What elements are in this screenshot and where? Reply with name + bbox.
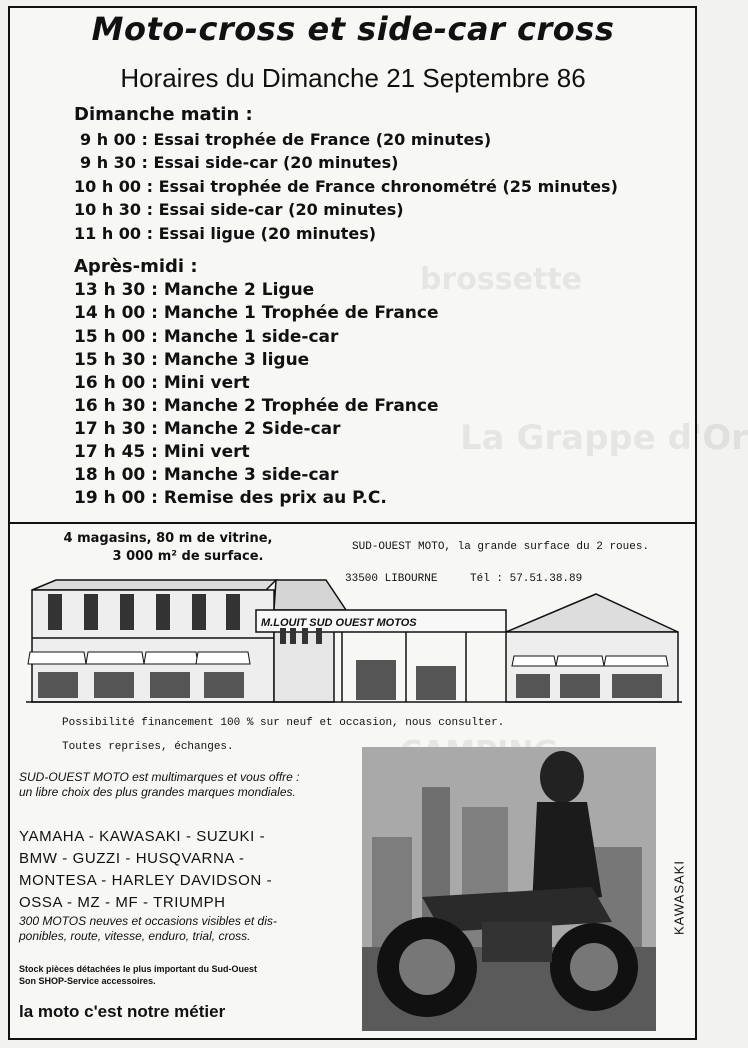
- brand-line: OSSA - MZ - MF - TRIUMPH: [19, 894, 226, 911]
- schedule-item: 10 h 30 : Essai side-car (20 minutes): [74, 200, 404, 219]
- photo-caption: [664, 850, 694, 950]
- store-sign-text: M.LOUIT SUD OUEST MOTOS: [261, 617, 417, 629]
- photo-caption-text: KAWASAKI: [671, 860, 687, 935]
- schedule-item: 15 h 30 : Manche 3 ligue: [74, 350, 310, 370]
- schedule-item: 14 h 00 : Manche 1 Trophée de France: [74, 303, 439, 323]
- multibrand-line: SUD-OUEST MOTO est multimarques et vous offre :: [19, 770, 300, 784]
- store-tagline: SUD-OUEST MOTO, la grande surface du 2 roues.: [352, 541, 650, 553]
- surface-line: 4 magasins, 80 m de vitrine,: [63, 531, 273, 546]
- motos-line: ponibles, route, vitesse, enduro, trial, cross.: [19, 929, 251, 943]
- schedule-item: 18 h 00 : Manche 3 side-car: [74, 465, 339, 485]
- store-illustration: [26, 570, 682, 710]
- schedule-item: 16 h 00 : Mini vert: [74, 373, 250, 393]
- schedule-item: 17 h 30 : Manche 2 Side-car: [74, 419, 341, 439]
- schedule-item: 13 h 30 : Manche 2 Ligue: [74, 280, 315, 300]
- store-phone: Tél : 57.51.38.89: [470, 573, 583, 585]
- store-city: 33500 LIBOURNE: [345, 573, 438, 585]
- schedule-item: 11 h 00 : Essai ligue (20 minutes): [74, 224, 377, 243]
- surface-text: [56, 530, 280, 566]
- brand-list: [19, 826, 272, 914]
- motorcycle-illustration: [362, 747, 656, 1031]
- motos-line: 300 MOTOS neuves et occasions visibles et dis-: [19, 914, 277, 928]
- schedule-item: 15 h 00 : Manche 1 side-car: [74, 327, 339, 347]
- footer-slogan: la moto c'est notre métier: [19, 1002, 226, 1021]
- motorcycle-photo: [362, 747, 656, 1031]
- schedule-item: 10 h 00 : Essai trophée de France chronométré (25 minutes): [74, 177, 618, 196]
- background-ghost-text: La Grappe d'Or: [460, 418, 748, 458]
- schedule-item: 19 h 00 : Remise des prix au P.C.: [74, 488, 387, 508]
- tradein-text: Toutes reprises, échanges.: [62, 741, 234, 753]
- motos-text: [19, 914, 277, 944]
- schedule-item: 9 h 30 : Essai side-car (20 minutes): [80, 153, 399, 172]
- multibrand-text: [19, 770, 300, 800]
- page-subtitle: Horaires du Dimanche 21 Septembre 86: [120, 63, 586, 93]
- multibrand-line: un libre choix des plus grandes marques mondiales.: [19, 785, 296, 799]
- schedule-item: 9 h 00 : Essai trophée de France (20 minutes): [80, 130, 492, 149]
- surface-line: 3 000 m² de surface.: [112, 549, 264, 564]
- stock-line: Stock pièces détachées le plus important du Sud-Ouest: [19, 964, 258, 974]
- schedule-item: 17 h 45 : Mini vert: [74, 442, 250, 462]
- afternoon-heading: Après-midi :: [74, 256, 198, 277]
- page-title: Moto-cross et side-car cross: [91, 10, 615, 48]
- financing-text: Possibilité financement 100 % sur neuf et occasion, nous consulter.: [62, 717, 505, 729]
- morning-heading: Dimanche matin :: [74, 104, 253, 125]
- brand-line: BMW - GUZZI - HUSQVARNA -: [19, 850, 245, 867]
- schedule-item: 16 h 30 : Manche 2 Trophée de France: [74, 396, 439, 416]
- background-ghost-text: brossette: [420, 262, 582, 297]
- brand-line: YAMAHA - KAWASAKI - SUZUKI -: [19, 828, 266, 845]
- brand-line: MONTESA - HARLEY DAVIDSON -: [19, 872, 273, 889]
- stock-line: Son SHOP-Service accessoires.: [19, 976, 156, 986]
